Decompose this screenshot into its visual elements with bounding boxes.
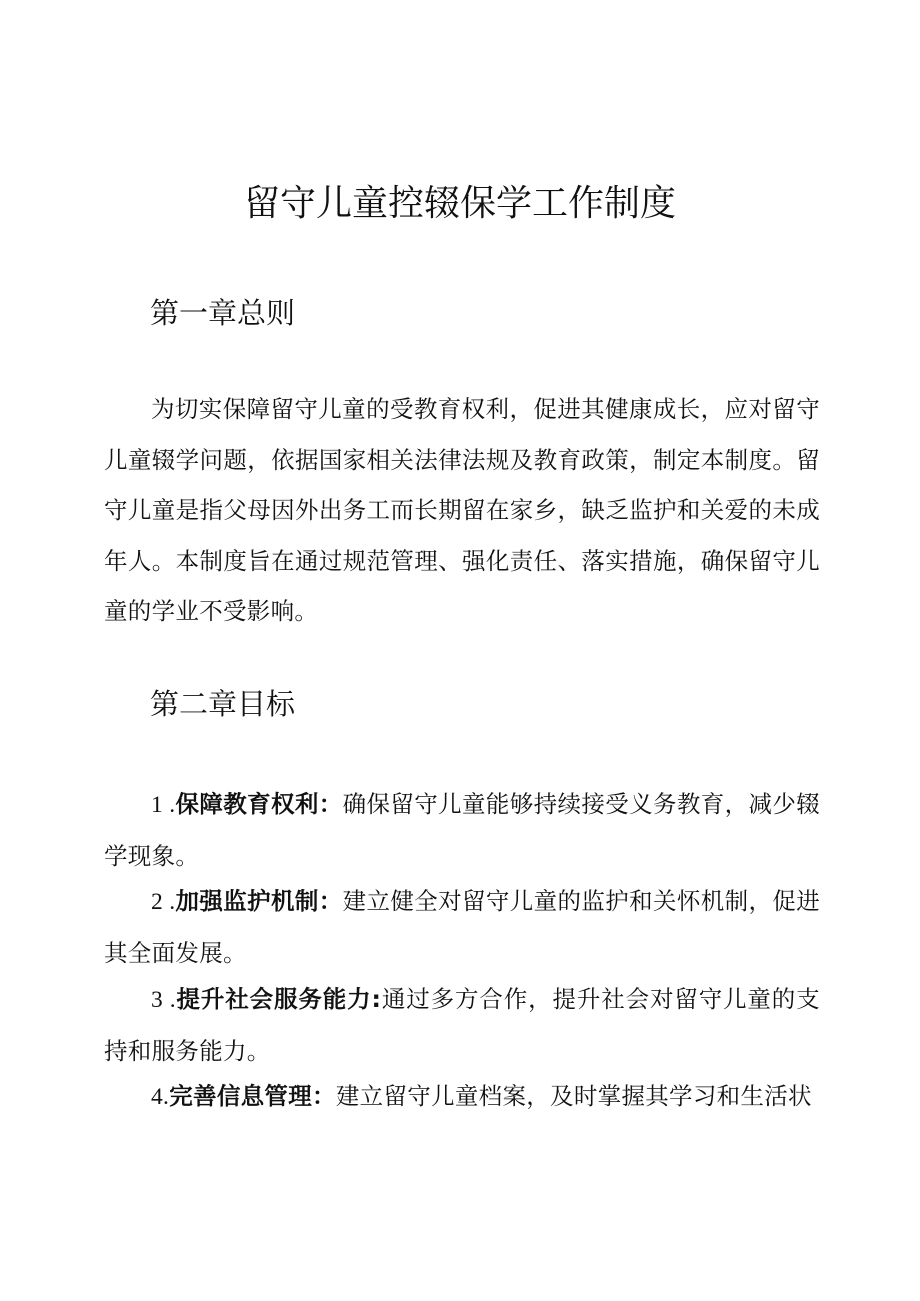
chapter-heading-1: 第一章总则 [150, 296, 296, 330]
goal-item-lead: 加强监护机制： [175, 887, 343, 915]
goal-item-number: 1 . [151, 792, 176, 818]
goal-item-number: 2 . [151, 889, 176, 915]
goal-item-text: 建立留守儿童档案，及时掌握其学习和生活状 [335, 1082, 812, 1110]
document-title: 留守儿童控辍保学工作制度 [243, 183, 676, 224]
goal-item-number: 4. [151, 1084, 170, 1110]
goal-item-text: 确保留守儿童能够持续接受义务教育，减少辍学现象。 [104, 790, 821, 870]
goal-item-text: 建立健全对留守儿童的监护和关怀机制，促进其全面发展。 [104, 887, 821, 967]
goal-item-lead: 保障教育权利： [175, 790, 343, 818]
goal-item-number: 3 . [151, 987, 176, 1013]
chapter-heading-2: 第二章目标 [150, 687, 296, 721]
goal-item-4 [104, 1071, 820, 1123]
goal-item-lead: 提升社会服务能力: [175, 985, 382, 1013]
goal-item-text: 通过多方合作，提升社会对留守儿童的支持和服务能力。 [104, 985, 820, 1065]
goal-item-3 [104, 974, 820, 1076]
goal-item-lead: 完善信息管理： [169, 1082, 336, 1110]
goal-item-2 [104, 876, 820, 978]
chapter-1-paragraph: 为切实保障留守儿童的受教育权利，促进其健康成长，应对留守儿童辍学问题，依据国家相关法律法规及教育政策，制定本制度。留守儿童是指父母因外出务工而长期留在家乡，缺乏监护和关爱的未成年人。本制度旨在通过规范管理、强化责任、落实措施，确保留守儿童的学业不受影响。 [104, 395, 820, 625]
goal-item-1 [104, 779, 820, 881]
